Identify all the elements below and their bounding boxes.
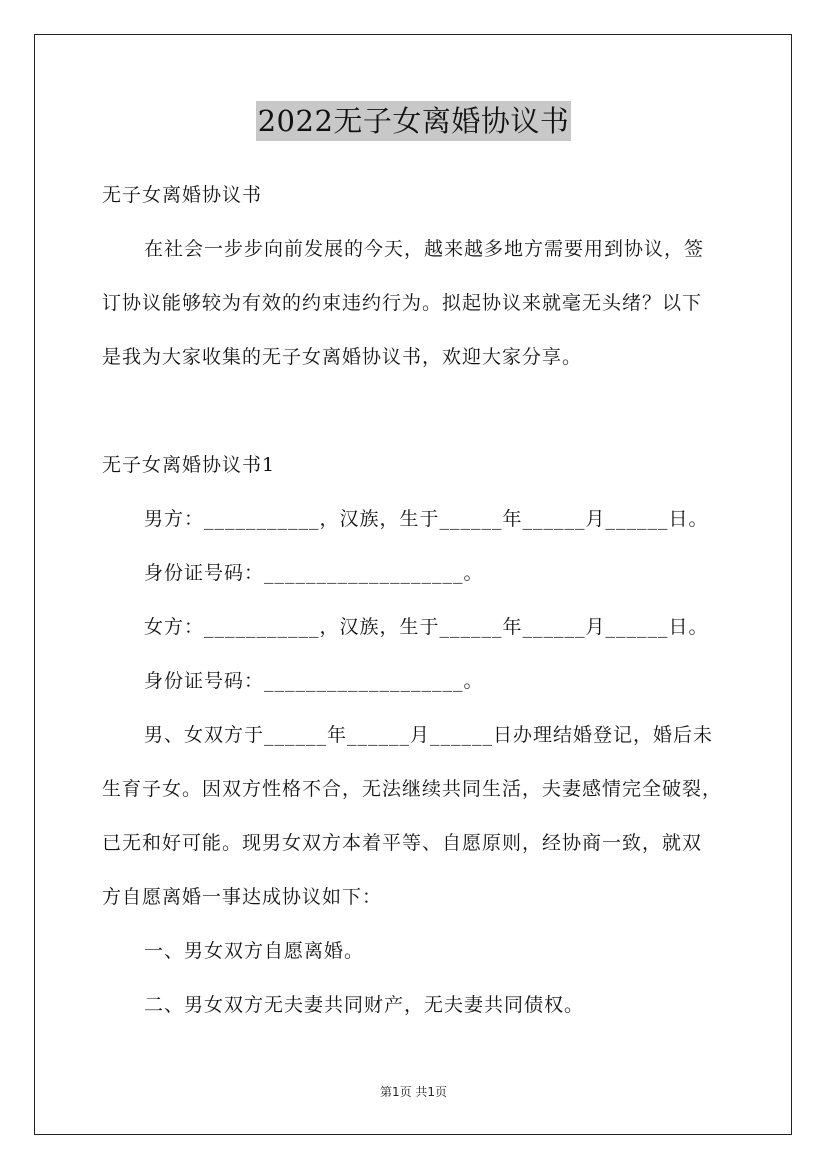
body-paragraph-line-4: 方自愿离婚一事达成协议如下： [102,886,383,908]
female-id-line: 身份证号码：___________________。 [144,670,484,692]
clause-1: 一、男女双方自愿离婚。 [144,940,365,962]
agreement-heading: 无子女离婚协议书1 [102,454,276,476]
body-paragraph-line-3: 已无和好可能。现男女双方本着平等、自愿原则，经协商一致，就双 [102,832,703,854]
male-id-line: 身份证号码：___________________。 [144,562,484,584]
intro-paragraph-line-2: 订协议能够较为有效的约束违约行为。拟起协议来就毫无头绪？以下 [102,292,703,314]
page-footer: 第1页 共1页 [379,1085,448,1099]
title-container [0,101,827,141]
clause-2: 二、男女双方无夫妻共同财产，无夫妻共同债权。 [144,994,585,1016]
intro-paragraph-line-1: 在社会一步步向前发展的今天，越来越多地方需要用到协议，签 [144,238,705,260]
male-party-line: 男方：___________，汉族，生于______年______月______日。 [144,508,709,530]
document-title: 2022无子女离婚协议书 [256,101,572,141]
intro-paragraph-line-3: 是我为大家收集的无子女离婚协议书，欢迎大家分享。 [102,346,583,368]
section-heading: 无子女离婚协议书 [102,184,263,206]
female-party-line: 女方：___________，汉族，生于______年______月______日。 [144,616,709,638]
body-paragraph-line-1: 男、女双方于______年______月______日办理结婚登记，婚后未 [144,724,714,746]
body-paragraph-line-2: 生育子女。因双方性格不合，无法继续共同生活，夫妻感情完全破裂， [102,778,723,800]
